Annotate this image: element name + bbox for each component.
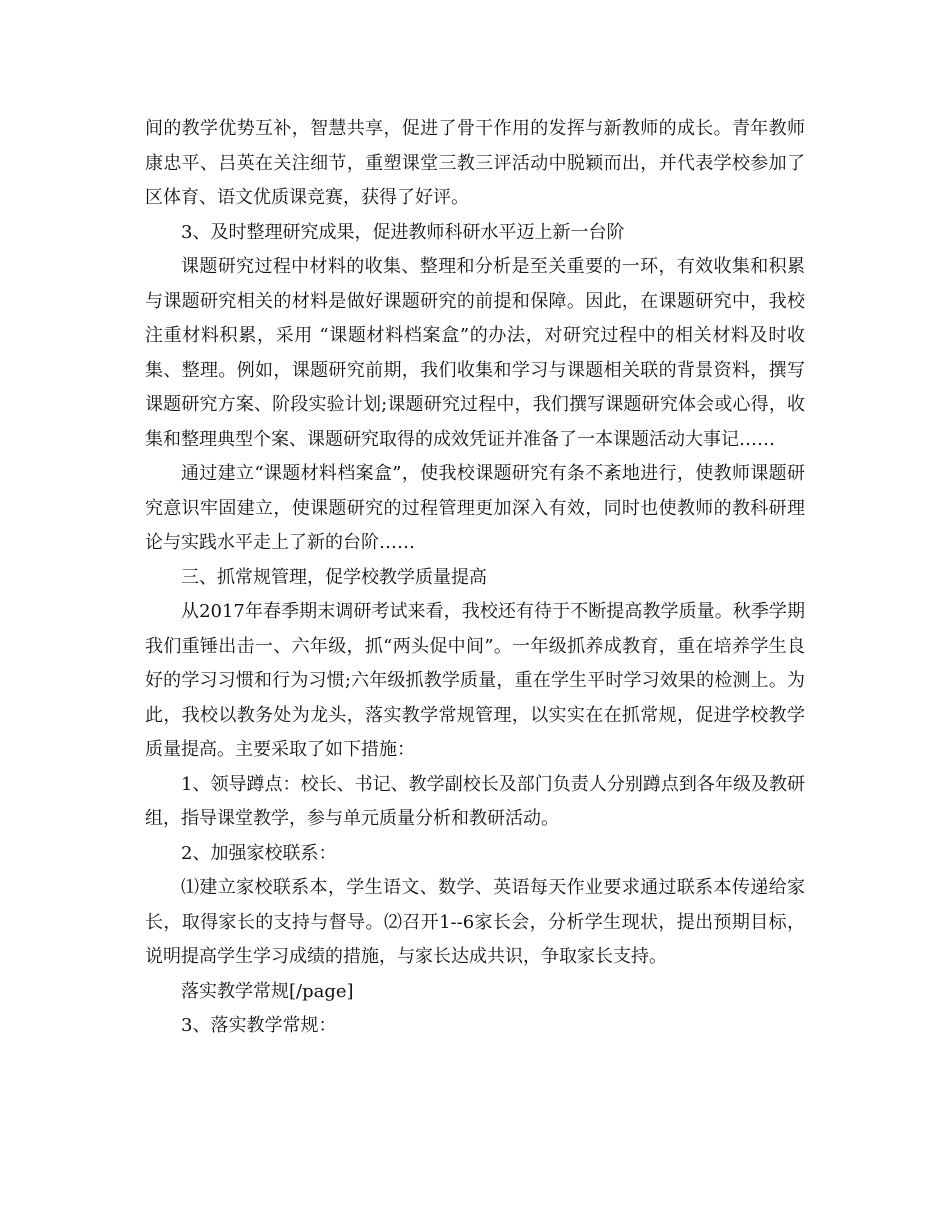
paragraph-9: ⑴建立家校联系本，学生语文、数学、英语每天作业要求通过联系本传递给家长，取得家长的支持与督导。⑵召开1--6家长会，分析学生现状，提出预期目标，说明提高学生学习成绩的措施，与家长达成共识，争取家长支持。 [145, 877, 805, 967]
paragraph-2-subheading: 3、及时整理研究成果，促进教师科研水平迈上新一台阶 [181, 221, 625, 243]
paragraph-3: 课题研究过程中材料的收集、整理和分析是至关重要的一环，有效收集和积累与课题研究相关的材料是做好课题研究的前提和保障。因此，在课题研究中，我校注重材料积累，采用 “课题材料档案盒”的办法，对研究过程中的相关材料及时收集、整理。例如，课题研究前期，我们收集和学习与课题相关联的背景资料，撰写课题研究方案、阶段实验计划;课题研究过程中，我们撰写课题研究体会或心得，收集和整理典型个案、课题研究取得的成效凭证并准备了一本课题活动大事记…… [145, 256, 805, 450]
paragraph-1: 间的教学优势互补，智慧共享，促进了骨干作用的发挥与新教师的成长。青年教师康忠平、吕英在关注细节，重塑课堂三教三评活动中脱颖而出，并代表学校参加了区体育、语文优质课竞赛，获得了好评。 [145, 118, 805, 208]
paragraph-4: 通过建立“课题材料档案盒”，使我校课题研究有条不紊地进行，使教师课题研究意识牢固建立，使课题研究的过程管理更加深入有效，同时也使教师的教科研理论与实践水平走上了新的台阶…… [145, 463, 805, 553]
paragraph-6: 从2017年春季期末调研考试来看，我校还有待于不断提高教学质量。秋季学期我们重锤出击一、六年级，抓“两头促中间”。一年级抓养成教育，重在培养学生良好的学习习惯和行为习惯;六年级抓教学质量，重在学生平时学习效果的检测上。为此，我校以教务处为龙头，落实教学常规管理，以实实在在抓常规，促进学校教学质量提高。主要采取了如下措施： [145, 601, 805, 760]
paragraph-7-item-1: 1、领导蹲点：校长、书记、教学副校长及部门负责人分别蹲点到各年级及教研组，指导课堂教学，参与单元质量分析和教研活动。 [145, 773, 805, 829]
document-body [145, 112, 805, 1044]
paragraph-11-item-3: 3、落实教学常规： [181, 1015, 337, 1036]
section-heading-3: 三、抓常规管理，促学校教学质量提高 [181, 566, 487, 588]
paragraph-10: 落实教学常规[/page] [181, 980, 354, 1002]
paragraph-8-item-2: 2、加强家校联系： [181, 842, 337, 864]
